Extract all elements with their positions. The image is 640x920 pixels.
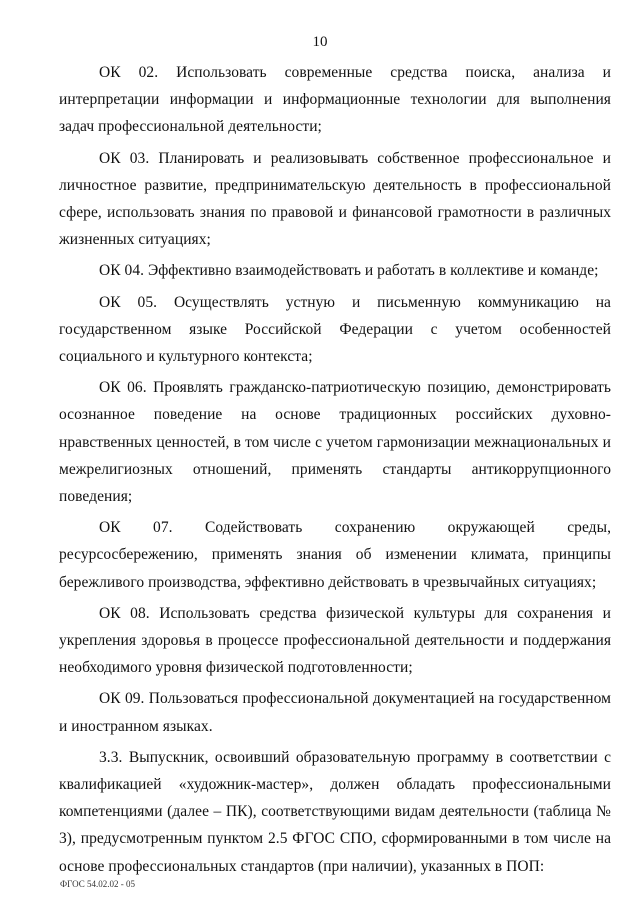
paragraph-ok-08: ОК 08. Использовать средства физической культуры для сохранения и укрепления здоровья в процессе профессиональной деятельности и поддержания необходимого уровня физической подготовленности; xyxy=(59,604,611,677)
paragraph-ok-04: ОК 04. Эффективно взаимодействовать и работать в коллективе и команде; xyxy=(99,262,599,280)
paragraph-ok-06: ОК 06. Проявлять гражданско-патриотическую позицию, демонстрировать осознанное поведение на основе традиционных российских духовно-нравственных ценностей, в том числе с учетом гармонизации межнациональных и межрелигиозных отношений, применять стандарты антикоррупционного поведения; xyxy=(59,379,611,506)
footer-code: ФГОС 54.02.02 - 05 xyxy=(60,879,135,889)
paragraph-3-3: 3.3. Выпускник, освоивший образовательную программу в соответствии с квалификацией «художник-мастер», должен обладать профессиональными компетенциями (далее – ПК), соответствующими видам деятельности (таблица № 3), предусмотренным пунктом 2.5 ФГОС СПО, сформированными в том числе на основе профессиональных стандартов (при наличии), указанных в ПОП: xyxy=(59,748,611,875)
document-body xyxy=(59,59,611,884)
paragraph-ok-03: ОК 03. Планировать и реализовывать собственное профессиональное и личностное развитие, предпринимательскую деятельность в профессиональной сфере, использовать знания по правовой и финансовой грамотности в различных жизненных ситуациях; xyxy=(59,149,611,249)
paragraph-ok-09: ОК 09. Пользоваться профессиональной документацией на государственном и иностранном языках. xyxy=(59,690,611,735)
page-number: 10 xyxy=(312,34,328,50)
paragraph-ok-02: ОК 02. Использовать современные средства поиска, анализа и интерпретации информации и информационные технологии для выполнения задач профессиональной деятельности; xyxy=(59,64,611,136)
paragraph-ok-05: ОК 05. Осуществлять устную и письменную коммуникацию на государственном языке Российской Федерации с учетом особенностей социального и культурного контекста; xyxy=(59,293,611,366)
paragraph-ok-07: ОК 07. Содействовать сохранению окружающей среды, ресурсосбережению, применять знания об изменении климата, принципы бережливого производства, эффективно действовать в чрезвычайных ситуациях; xyxy=(59,519,611,591)
